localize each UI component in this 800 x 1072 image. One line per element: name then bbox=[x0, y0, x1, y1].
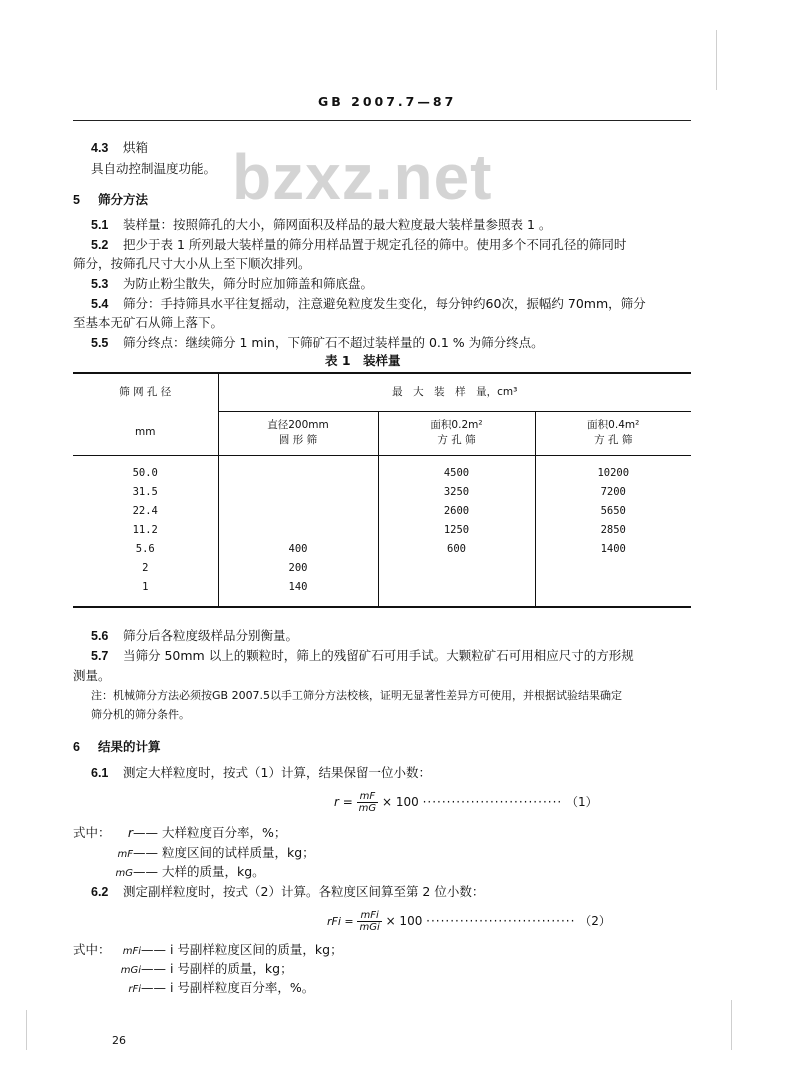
formula-leader-dots: ······························· bbox=[426, 914, 576, 928]
cell bbox=[536, 559, 692, 578]
where-2-line-3 bbox=[73, 979, 314, 999]
paragraph-text: 把少于表 1 所列最大装样量的筛分用样品置于规定孔径的筛中。使用多个不同孔径的筛同时 bbox=[123, 237, 627, 252]
column-header-square-04 bbox=[535, 411, 691, 455]
column-mesh-values bbox=[73, 455, 218, 607]
section-number: 5.4 bbox=[91, 297, 109, 311]
formula-1 bbox=[334, 791, 598, 814]
section-number: 4.3 bbox=[91, 141, 109, 155]
where-description: —— i 号副样粒度区间的质量，kg； bbox=[141, 942, 343, 957]
paragraph-text: 装样量：按照筛孔的大小，筛网面积及样品的最大粒度最大装样量参照表 1 。 bbox=[123, 217, 552, 232]
formula-fraction bbox=[357, 910, 381, 933]
where-description: —— 大样的质量，kg。 bbox=[133, 864, 265, 879]
section-5-6 bbox=[91, 627, 298, 645]
column-round-sieve-values bbox=[218, 455, 378, 607]
cell bbox=[219, 464, 378, 483]
scan-edge-mark bbox=[716, 30, 717, 90]
cell: 5650 bbox=[600, 504, 626, 517]
formula-denominator: mGi bbox=[359, 922, 380, 933]
section-title: 烘箱 bbox=[123, 140, 149, 155]
column-unit: mm bbox=[73, 411, 218, 455]
table-header-row bbox=[73, 373, 691, 411]
scan-edge-mark bbox=[731, 1000, 732, 1050]
cell: 50.0 bbox=[132, 466, 158, 479]
section-number: 5.5 bbox=[91, 336, 109, 350]
note-line-1: 注：机械筛分方法必须按GB 2007.5以手工筛分方法校核，证明无显著性差异方可使用，并根据试验结果确定 bbox=[91, 689, 623, 702]
section-4-3-body: 具自动控制温度功能。 bbox=[91, 161, 217, 176]
header-rule bbox=[73, 120, 691, 121]
header-line: 面积0.2m² bbox=[430, 419, 483, 431]
sample-size-table bbox=[73, 372, 691, 608]
section-number: 5.2 bbox=[91, 238, 109, 252]
cell: 1400 bbox=[600, 542, 626, 555]
section-number: 5 bbox=[73, 193, 80, 207]
section-title: 结果的计算 bbox=[98, 739, 161, 754]
where-symbol: r bbox=[127, 825, 133, 840]
cell: 2600 bbox=[443, 504, 470, 517]
section-number: 6.1 bbox=[91, 766, 109, 780]
page-number: 26 bbox=[112, 1034, 126, 1047]
formula-2 bbox=[327, 910, 611, 933]
cell bbox=[219, 521, 378, 540]
header-line: 方 孔 筛 bbox=[437, 434, 476, 446]
formula-label: （2） bbox=[579, 914, 611, 928]
section-5-2 bbox=[91, 236, 626, 254]
section-number: 6.2 bbox=[91, 885, 109, 899]
section-5-4-cont: 至基本无矿石从筛上落下。 bbox=[73, 315, 224, 330]
paragraph-text: 测定大样粒度时，按式（1）计算，结果保留一位小数： bbox=[123, 765, 431, 780]
cell bbox=[219, 483, 378, 502]
note-line-2: 筛分机的筛分条件。 bbox=[91, 708, 190, 721]
formula-lhs: r = bbox=[334, 795, 353, 809]
cell bbox=[536, 578, 692, 597]
section-number: 6 bbox=[73, 740, 80, 754]
cell bbox=[379, 578, 535, 597]
cell: 140 bbox=[288, 580, 308, 593]
paragraph-text: 筛分后各粒度级样品分别衡量。 bbox=[123, 628, 299, 643]
where-2-line-2 bbox=[73, 960, 293, 980]
cell: 2 bbox=[142, 561, 149, 574]
cell: 22.4 bbox=[132, 504, 158, 517]
where-prefix: 式中： bbox=[73, 825, 111, 840]
section-5-3 bbox=[91, 275, 373, 293]
section-6-heading bbox=[73, 738, 161, 756]
section-6-1 bbox=[91, 764, 431, 782]
paragraph-text: 测定副样粒度时，按式（2）计算。各粒度区间算至第 2 位小数： bbox=[123, 884, 485, 899]
cell bbox=[219, 502, 378, 521]
standard-number: GB 2007.7—87 bbox=[318, 94, 457, 109]
where-description: —— 大样粒度百分率，%； bbox=[133, 825, 287, 840]
column-group-header: 最 大 装 样 量，cm³ bbox=[218, 373, 691, 411]
where-description: —— 粒度区间的试样质量，kg； bbox=[133, 845, 315, 860]
cell: 400 bbox=[288, 542, 308, 555]
section-5-4 bbox=[91, 295, 646, 313]
paragraph-text: 筛分终点：继续筛分 1 min，下筛矿石不超过装样量的 0.1 % 为筛分终点。 bbox=[123, 335, 544, 350]
formula-leader-dots: ····························· bbox=[422, 795, 563, 809]
formula-numerator: mF bbox=[357, 791, 379, 803]
where-1-line-2 bbox=[73, 844, 315, 864]
cell: 4500 bbox=[443, 466, 470, 479]
formula-factor: × 100 bbox=[385, 914, 423, 928]
section-5-7 bbox=[91, 647, 634, 665]
section-5-heading bbox=[73, 191, 148, 209]
column-square-04-values bbox=[535, 455, 691, 607]
cell: 3250 bbox=[443, 485, 470, 498]
where-symbol: mFi bbox=[122, 946, 141, 957]
cell bbox=[379, 559, 535, 578]
section-5-7-cont: 测量。 bbox=[73, 668, 111, 683]
section-title: 筛分方法 bbox=[98, 192, 149, 207]
header-line: 圆 形 筛 bbox=[278, 434, 318, 446]
where-1-line-1 bbox=[73, 824, 286, 842]
formula-denominator: mG bbox=[358, 803, 377, 814]
cell: 11.2 bbox=[132, 523, 158, 536]
column-header-round-sieve bbox=[218, 411, 378, 455]
cell: 31.5 bbox=[132, 485, 158, 498]
where-symbol: mGi bbox=[120, 965, 141, 976]
cell: 1250 bbox=[443, 523, 470, 536]
formula-lhs: rFi = bbox=[327, 915, 354, 928]
formula-numerator: mFi bbox=[357, 910, 381, 922]
section-number: 5.7 bbox=[91, 649, 109, 663]
cell: 5.6 bbox=[135, 542, 155, 555]
section-number: 5.1 bbox=[91, 218, 109, 232]
section-number: 5.6 bbox=[91, 629, 109, 643]
section-5-5 bbox=[91, 334, 544, 352]
cell: 10200 bbox=[597, 466, 630, 479]
section-5-2-cont: 筛分，按筛孔尺寸大小从上至下顺次排列。 bbox=[73, 256, 311, 271]
column-header-square-02 bbox=[378, 411, 535, 455]
column-header-mesh: 筛 网 孔 径 bbox=[73, 373, 218, 411]
table-body-row bbox=[73, 455, 691, 607]
cell: 200 bbox=[288, 561, 308, 574]
formula-label: （1） bbox=[566, 795, 598, 809]
cell: 7200 bbox=[600, 485, 626, 498]
table-caption: 表 1 装样量 bbox=[325, 353, 401, 368]
where-description: —— i 号副样的质量，kg； bbox=[141, 961, 293, 976]
section-5-1 bbox=[91, 216, 551, 234]
where-description: —— i 号副样粒度百分率，%。 bbox=[141, 980, 315, 995]
header-line: 方 孔 筛 bbox=[594, 434, 633, 446]
paragraph-text: 当筛分 50mm 以上的颗粒时，筛上的残留矿石可用手试。大颗粒矿石可用相应尺寸的方形规 bbox=[123, 648, 634, 663]
scan-edge-mark bbox=[26, 1010, 27, 1050]
table-subheader-row bbox=[73, 411, 691, 455]
where-symbol: mF bbox=[117, 849, 133, 860]
where-1-line-3 bbox=[73, 863, 265, 883]
header-line: 直径200mm bbox=[267, 419, 329, 431]
watermark: bzxz.net bbox=[232, 141, 493, 213]
formula-fraction bbox=[357, 791, 379, 814]
column-square-02-values bbox=[378, 455, 535, 607]
where-prefix: 式中： bbox=[73, 942, 111, 957]
cell: 2850 bbox=[600, 523, 626, 536]
paragraph-text: 为防止粉尘散失，筛分时应加筛盖和筛底盘。 bbox=[123, 276, 374, 291]
cell: 600 bbox=[447, 542, 466, 555]
section-4-3 bbox=[91, 139, 148, 157]
where-symbol: rFi bbox=[128, 984, 141, 995]
section-number: 5.3 bbox=[91, 277, 109, 291]
paragraph-text: 筛分：手持筛具水平往复摇动，注意避免粒度发生变化，每分钟约60次，振幅约 70mm，筛分 bbox=[123, 296, 646, 311]
formula-factor: × 100 bbox=[381, 795, 419, 809]
header-line: 面积0.4m² bbox=[587, 419, 640, 431]
section-6-2 bbox=[91, 883, 484, 901]
where-symbol: mG bbox=[115, 868, 133, 879]
cell: 1 bbox=[142, 580, 149, 593]
where-2-line-1 bbox=[73, 941, 343, 961]
